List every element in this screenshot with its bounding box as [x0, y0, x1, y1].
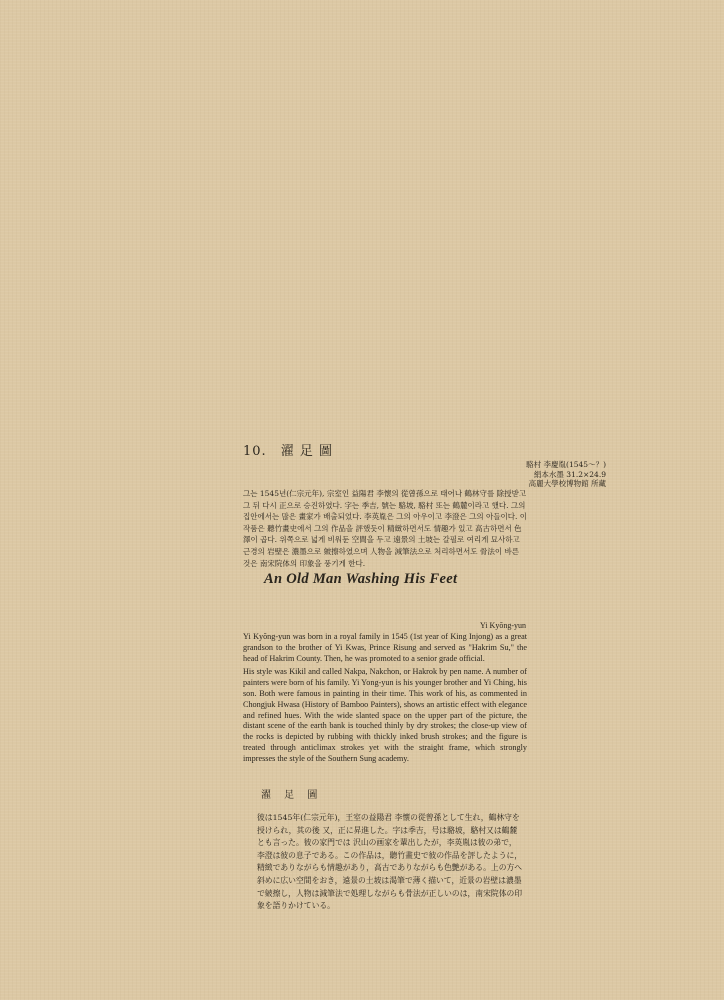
artist-line: 駱村 李慶胤(1545〜？)	[526, 460, 606, 469]
english-paragraph-2: His style was Kikil and called Nakpa, Nakchon, or Hakrok by pen name. A number of painters were born of his family. Yi Yong-yun is his younger brother and Yi Ching, his son. Both were famous in painting in their time. This work of his, as commented in Chongjuk Hwasa (History of Bamboo Painters), shows an artistic effect with elegance and refined hues. With the wide slanted space on the upper part of the picture, the distant scene of the earth bank is touched thinly by dry strokes; the close-up view of the rocks is depicted by rubbing with thickly inked brush strokes; and the figure is treated through anticlimax strokes yet with the straight frame, which strongly impresses the style of the Southern Sung academy.	[243, 667, 527, 763]
english-paragraph-1: Yi Kyŏng-yun was born in a royal family in 1545 (1st year of King Injong) as a great grandson to the brother of Yi Kwas, Prince Risung and served as "Hakrim Su," the head of Hakrim County. Then, he was promoted to a senior grade official.	[243, 632, 527, 663]
entry-title: 濯 足 圖	[280, 444, 333, 459]
english-author: Yi Kyŏng-yun	[480, 621, 526, 630]
korean-paragraph: 그는 1545년(仁宗元年), 宗室인 益陽君 李懷의 從曾孫으로 태어나 鶴林守를 除授받고 그 뒤 다시 正으로 승진하였다. 字는 季吉, 號는 駱坡, 駱村 또는 鶴麓이라고 했다. 그의 집안에서는 많은 畫家가 배출되었다. 李英胤은 그의 아우이고 李澄은 그의 아들이다. 이 작품은 聽竹畫史에서 그의 作品을 評했듯이 精緻하면서도 情趣가 있고 高古하면서 色澤이 곱다. 위쪽으로 넓게 비워둔 空間을 두고 遠景의 土坡는 갈필로 여리게 묘사하고 근경의 岩壁은 濃墨으로 皴擦하였으며 人物을 減筆法으로 처리하면서도 骨法이 바른 것은 南宋院体의 印象을 풍기게 한다.	[243, 489, 527, 568]
japanese-title: 濯 足 圖	[261, 790, 323, 801]
english-description	[243, 632, 527, 765]
collection-line: 高麗大學校博物館 所藏	[528, 479, 606, 488]
korean-description	[243, 488, 527, 569]
entry-number: 10.	[243, 444, 267, 459]
japanese-paragraph: 彼は1545年(仁宗元年)，王室の益陽君 李懷の從曾孫として生れ，鶴林守を授けられ，其の後 又，正に昇進した。字は季吉，号は駱坡，駱村又は鶴麓とも言った。彼の家門では 沢山の画家を輩出したが，李英胤は彼の弟で，李澄は彼の息子である。この作品は，聽竹畫史で彼の作品を評したように，精緻でありながらも情趣があり，高古でありながらも色艶がある。上の方へ 斜めに広い空間をおき，遠景の土坡は渴筆で薄く描いて，近景の岩壁は濃墨で皴擦し，人物は減筆法で処理しながらも骨法が正しいのは，南宋院体の印象を語りかけている。	[257, 813, 523, 911]
japanese-description	[257, 812, 523, 913]
artwork-metadata	[446, 460, 606, 489]
medium-line: 絹本水墨 31.2×24.9	[533, 469, 606, 479]
english-title: An Old Man Washing His Feet	[264, 571, 458, 587]
entry-heading	[243, 440, 333, 459]
